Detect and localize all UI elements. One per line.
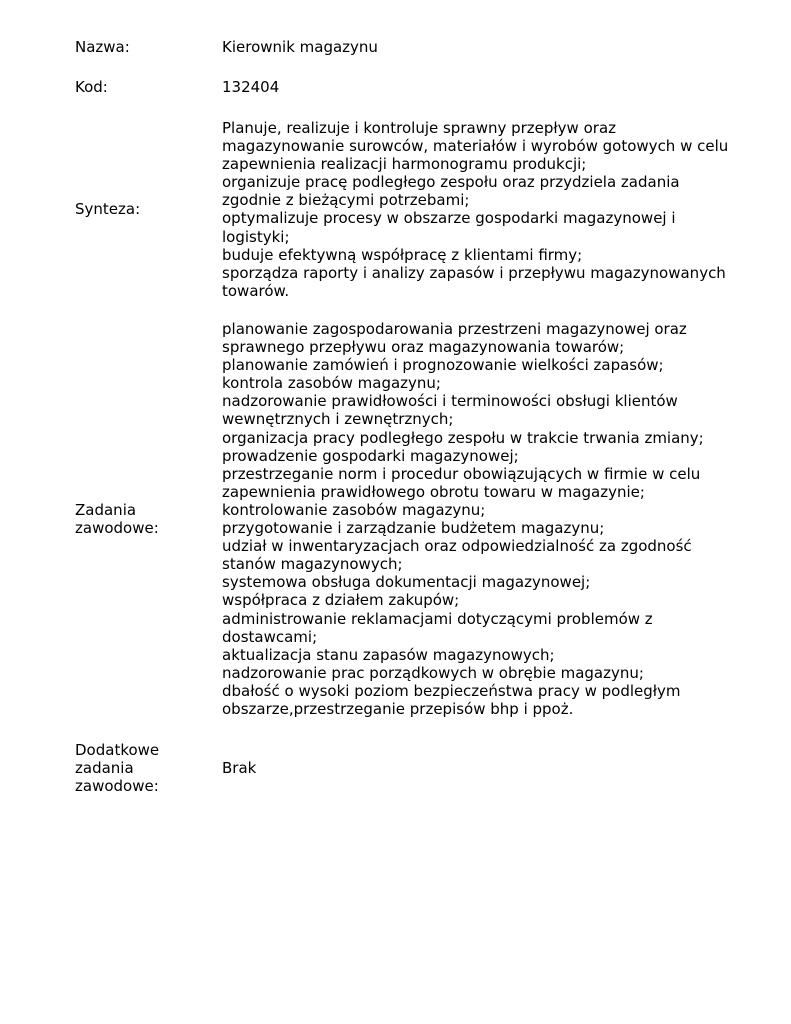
field-value-synteza: [222, 119, 755, 300]
label-line: zawodowe:: [75, 519, 159, 538]
zadania-line: stanów magazynowych;: [222, 555, 403, 574]
label-line: zadania: [75, 759, 134, 778]
zadania-line: kontrolowanie zasobów magazynu;: [222, 500, 486, 519]
zadania-line: przestrzeganie norm i procedur obowiązujących w firmie w celu: [222, 464, 701, 483]
zadania-line: sprawnego przepływu oraz magazynowania towarów;: [222, 338, 625, 357]
field-label-kod: Kod:: [75, 78, 108, 96]
label-line: Dodatkowe: [75, 741, 160, 759]
zadania-line: planowanie zagospodarowania przestrzeni magazynowej oraz: [222, 320, 687, 338]
field-row-dodatkowe: [75, 741, 755, 795]
label-line: zawodowe:: [75, 777, 159, 796]
synteza-line: sporządza raporty i analizy zapasów i przepływu magazynowanych: [222, 263, 726, 282]
synteza-line: logistyki;: [222, 227, 290, 246]
zadania-line: systemowa obsługa dokumentacji magazynowej;: [222, 573, 591, 592]
synteza-line: buduje efektywną współpracę z klientami firmy;: [222, 245, 583, 264]
field-value-nazwa: Kierownik magazynu: [222, 38, 378, 56]
zadania-line: organizacja pracy podległego zespołu w trakcie trwania zmiany;: [222, 428, 704, 447]
synteza-line: zgodnie z bieżącymi potrzebami;: [222, 191, 470, 210]
synteza-line: zapewnienia realizacji harmonogramu produkcji;: [222, 155, 587, 174]
synteza-line: magazynowanie surowców, materiałów i wyrobów gotowych w celu: [222, 137, 729, 156]
zadania-line: nadzorowanie prawidłowości i terminowości obsługi klientów: [222, 392, 678, 411]
zadania-line: kontrola zasobów magazynu;: [222, 374, 441, 393]
field-label-zadania: [75, 501, 222, 537]
zadania-line: dostawcami;: [222, 627, 318, 646]
zadania-line: przygotowanie i zarządzanie budżetem magazynu;: [222, 519, 605, 538]
field-value-dodatkowe: Brak: [222, 759, 257, 778]
zadania-line: udział w inwentaryzacjach oraz odpowiedzialność za zgodność: [222, 537, 692, 556]
synteza-line: organizuje pracę podległego zespołu oraz przydziela zadania: [222, 173, 680, 192]
field-value-zadania: [222, 320, 755, 718]
zadania-line: aktualizacja stanu zapasów magazynowych;: [222, 645, 555, 664]
zadania-line: dbałość o wysoki poziom bezpieczeństwa pracy w podległym: [222, 681, 681, 700]
synteza-line: optymalizuje procesy w obszarze gospodarki magazynowej i: [222, 209, 676, 228]
field-row-kod: [75, 78, 755, 96]
zadania-line: wewnętrznych i zewnętrznych;: [222, 410, 454, 429]
field-label-synteza: Synteza:: [75, 200, 141, 219]
field-row-zadania: [75, 320, 755, 718]
zadania-line: nadzorowanie prac porządkowych w obrębie magazynu;: [222, 663, 644, 682]
label-line: Zadania: [75, 500, 137, 519]
field-label-dodatkowe: [75, 741, 222, 795]
field-row-synteza: [75, 119, 755, 300]
synteza-line: Planuje, realizuje i kontroluje sprawny przepływ oraz: [222, 119, 617, 137]
zadania-line: zapewnienia prawidłowego obrotu towaru w magazynie;: [222, 482, 645, 501]
synteza-line: towarów.: [222, 281, 290, 300]
zadania-line: obszarze,przestrzeganie przepisów bhp i ppoż.: [222, 699, 574, 718]
field-value-kod: 132404: [222, 78, 280, 96]
field-label-nazwa: Nazwa:: [75, 38, 130, 56]
zadania-line: planowanie zamówień i prognozowanie wielkości zapasów;: [222, 356, 664, 375]
zadania-line: współpraca z działem zakupów;: [222, 591, 460, 610]
field-row-nazwa: [75, 38, 755, 56]
zadania-line: prowadzenie gospodarki magazynowej;: [222, 446, 519, 465]
zadania-line: administrowanie reklamacjami dotyczącymi problemów z: [222, 609, 653, 628]
